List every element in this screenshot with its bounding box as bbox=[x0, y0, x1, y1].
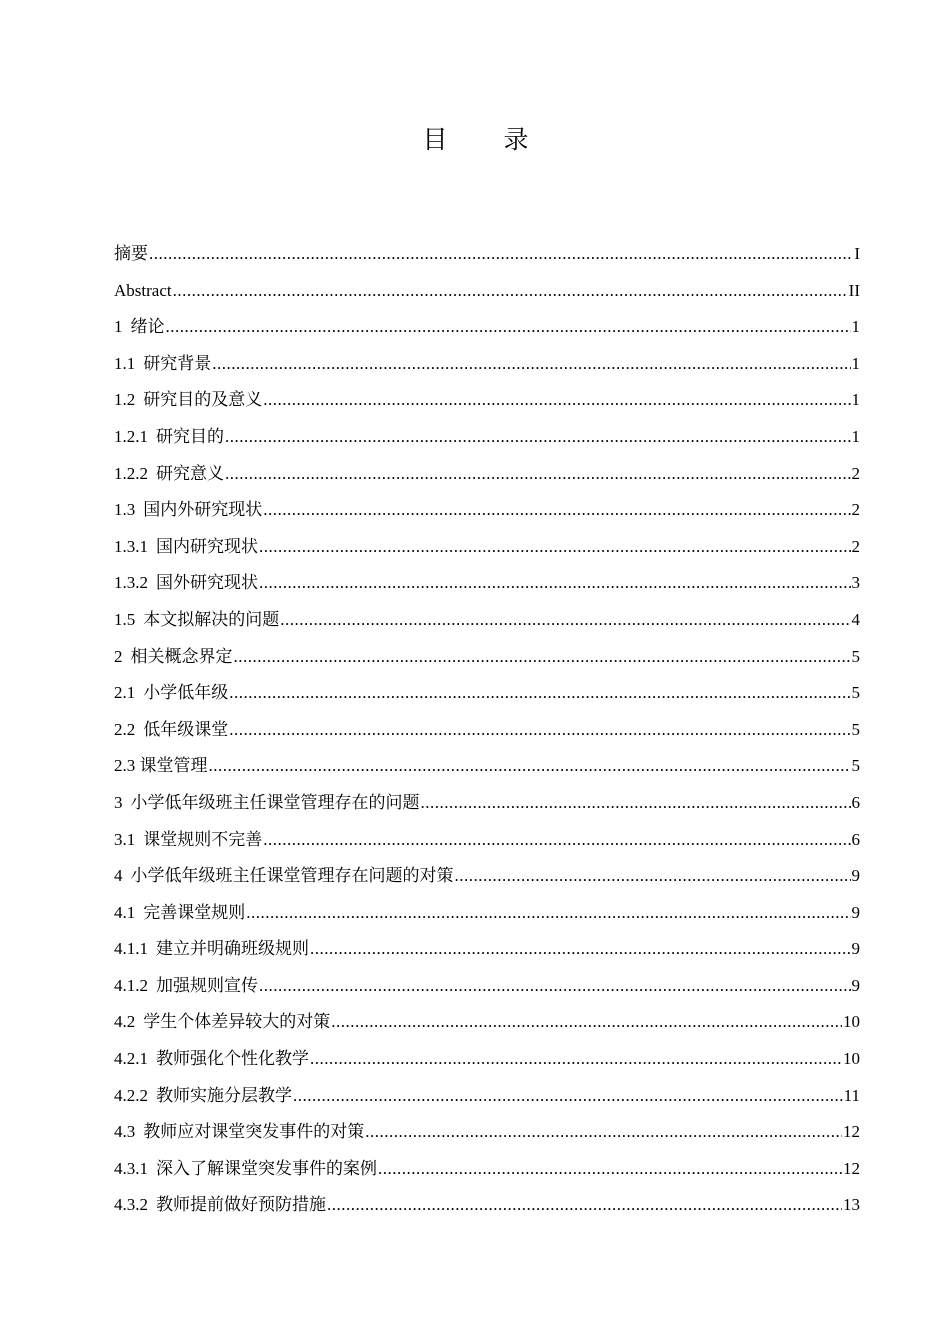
toc-dot-leader bbox=[263, 386, 850, 414]
toc-entry-number: 1.3.2 bbox=[114, 573, 148, 593]
toc-entry[interactable] bbox=[114, 752, 860, 789]
toc-entry-title: 研究背景 bbox=[143, 353, 212, 373]
toc-dot-leader bbox=[310, 935, 851, 963]
toc-dot-leader bbox=[327, 1191, 842, 1219]
toc-page-number: 2 bbox=[851, 536, 860, 556]
toc-dot-leader bbox=[259, 533, 851, 561]
toc-entry[interactable] bbox=[114, 496, 860, 533]
toc-dot-leader bbox=[421, 789, 851, 817]
toc-entry-title: 国内研究现状 bbox=[156, 536, 258, 556]
toc-entry[interactable] bbox=[114, 1082, 860, 1119]
toc-page-number: 1 bbox=[851, 317, 860, 337]
toc-entry-title: 国外研究现状 bbox=[156, 573, 258, 593]
toc-entry-label bbox=[114, 826, 262, 854]
toc-entry-title: 小学低年级班主任课堂管理存在的问题 bbox=[130, 792, 420, 812]
toc-entry-label bbox=[114, 752, 208, 780]
toc-dot-leader bbox=[263, 826, 850, 854]
toc-entry[interactable] bbox=[114, 277, 860, 314]
toc-entry-number: 1.5 bbox=[114, 609, 136, 629]
toc-entry[interactable] bbox=[114, 826, 860, 863]
toc-page-number: I bbox=[854, 244, 860, 263]
toc-page-number: 4 bbox=[851, 609, 860, 629]
toc-entry-title: 研究目的 bbox=[156, 426, 224, 446]
toc-dot-leader bbox=[225, 423, 851, 451]
toc-dot-leader bbox=[209, 752, 851, 780]
toc-entry[interactable] bbox=[114, 716, 860, 753]
toc-entry-title: 本文拟解决的问题 bbox=[143, 609, 280, 629]
toc-entry-number: 4.2.1 bbox=[114, 1049, 148, 1069]
page-title: 目 录 bbox=[422, 125, 553, 154]
toc-entry-title: 完善课堂规则 bbox=[143, 902, 246, 922]
toc-entry-number: 4.3.1 bbox=[114, 1158, 148, 1178]
toc-page-number: 9 bbox=[851, 939, 860, 959]
toc-entry[interactable] bbox=[114, 313, 860, 350]
toc-entry[interactable] bbox=[114, 1008, 860, 1045]
toc-entry-title: 低年级课堂 bbox=[143, 719, 229, 739]
toc-dot-leader bbox=[149, 240, 853, 268]
toc-entry-label bbox=[114, 899, 245, 927]
toc-dot-leader bbox=[229, 716, 850, 744]
toc-entry-number: 1 bbox=[114, 317, 123, 337]
toc-page-number: 11 bbox=[843, 1085, 860, 1105]
toc-entry[interactable] bbox=[114, 460, 860, 497]
toc-dot-leader bbox=[229, 679, 850, 707]
toc-entry-label bbox=[114, 496, 262, 524]
toc-entry-number: 4.3.2 bbox=[114, 1195, 148, 1215]
toc-entry-title: 相关概念界定 bbox=[130, 646, 233, 666]
toc-entry-label bbox=[114, 423, 224, 451]
toc-entry[interactable] bbox=[114, 1118, 860, 1155]
toc-entry-title: 小学低年级班主任课堂管理存在问题的对策 bbox=[130, 866, 454, 886]
toc-entry-label bbox=[114, 386, 262, 414]
toc-entry-number: 2.1 bbox=[114, 683, 136, 703]
toc-entry-title: 深入了解课堂突发事件的案例 bbox=[156, 1158, 377, 1178]
toc-entry-label bbox=[114, 1082, 292, 1110]
toc-page-number: 2 bbox=[851, 463, 860, 483]
toc-dot-leader bbox=[225, 460, 851, 488]
toc-entry-number: 3.1 bbox=[114, 829, 136, 849]
toc-entry-number: 1.2 bbox=[114, 390, 136, 410]
toc-page-number: 12 bbox=[843, 1122, 860, 1142]
toc-entry[interactable] bbox=[114, 386, 860, 423]
toc-dot-leader bbox=[280, 606, 850, 634]
toc-entry-title: 研究意义 bbox=[156, 463, 224, 483]
toc-entry-number: 1.2.1 bbox=[114, 426, 148, 446]
toc-entry-title: 国内外研究现状 bbox=[143, 500, 263, 520]
toc-dot-leader bbox=[234, 643, 851, 671]
toc-entry-label bbox=[114, 935, 309, 963]
toc-dot-leader bbox=[166, 313, 851, 341]
toc-entry[interactable] bbox=[114, 1045, 860, 1082]
toc-page-number: 10 bbox=[843, 1049, 860, 1069]
toc-entry-number: 4.1.2 bbox=[114, 975, 148, 995]
toc-entry-number: 4.2 bbox=[114, 1012, 136, 1032]
toc-entry-label bbox=[114, 277, 172, 305]
toc-entry-label bbox=[114, 643, 233, 671]
toc-entry-number: 2 bbox=[114, 646, 123, 666]
toc-page-number: 1 bbox=[851, 353, 860, 373]
toc-entry-number: 1.3.1 bbox=[114, 536, 148, 556]
toc-entry-label bbox=[114, 1008, 330, 1036]
toc-page-number: 9 bbox=[851, 902, 860, 922]
toc-page-number: 3 bbox=[851, 573, 860, 593]
toc-page-number: 5 bbox=[851, 719, 860, 739]
toc-entry-label bbox=[114, 1045, 309, 1073]
toc-entry[interactable] bbox=[114, 350, 860, 387]
toc-page-number: 1 bbox=[851, 426, 860, 446]
toc-entry-label bbox=[114, 606, 279, 634]
toc-entry[interactable] bbox=[114, 1191, 860, 1228]
toc-entry-title: 建立并明确班级规则 bbox=[156, 939, 309, 959]
toc-entry-label bbox=[114, 972, 258, 1000]
toc-entry[interactable] bbox=[114, 643, 860, 680]
toc-entry-number: 1.2.2 bbox=[114, 463, 148, 483]
toc-entry-title: 课堂规则不完善 bbox=[143, 829, 263, 849]
toc-entry-title: 学生个体差异较大的对策 bbox=[143, 1012, 331, 1032]
toc-dot-leader bbox=[173, 277, 848, 305]
toc-entry[interactable] bbox=[114, 862, 860, 899]
toc-entry[interactable] bbox=[114, 1155, 860, 1192]
toc-entry-number: 4.1 bbox=[114, 902, 136, 922]
toc-entry-number: 3 bbox=[114, 792, 123, 812]
toc-entry-label bbox=[114, 1155, 377, 1183]
toc-page-number: 5 bbox=[851, 683, 860, 703]
toc-page-number: 5 bbox=[851, 756, 860, 776]
toc-entry-label bbox=[114, 862, 454, 890]
toc-entry[interactable] bbox=[114, 972, 860, 1009]
toc-dot-leader bbox=[259, 569, 851, 597]
toc-entry-label bbox=[114, 716, 228, 744]
toc-page-number: 6 bbox=[851, 829, 860, 849]
toc-dot-leader bbox=[331, 1008, 842, 1036]
toc-entry-number: 1.1 bbox=[114, 353, 136, 373]
toc-entry[interactable] bbox=[114, 789, 860, 826]
toc-entry[interactable] bbox=[114, 606, 860, 643]
toc-entry-title: 摘要 bbox=[114, 244, 148, 263]
toc-entry-title: 2.3 课堂管理 bbox=[114, 756, 208, 776]
toc-entry-title: 加强规则宣传 bbox=[156, 975, 258, 995]
toc-entry-title: Abstract bbox=[114, 280, 172, 300]
toc-entry[interactable] bbox=[114, 679, 860, 716]
toc-entry-label bbox=[114, 533, 258, 561]
toc-dot-leader bbox=[293, 1082, 843, 1110]
toc-entry-title: 小学低年级 bbox=[143, 683, 229, 703]
toc-dot-leader bbox=[365, 1118, 842, 1146]
toc-entry-number: 4.1.1 bbox=[114, 939, 148, 959]
toc-entry-title: 教师提前做好预防措施 bbox=[156, 1195, 326, 1215]
toc-dot-leader bbox=[263, 496, 850, 524]
toc-entry[interactable] bbox=[114, 569, 860, 606]
toc-entry-label bbox=[114, 1191, 326, 1219]
toc-entry-number: 4.2.2 bbox=[114, 1085, 148, 1105]
toc-entry-label bbox=[114, 460, 224, 488]
toc-entry-number: 4.3 bbox=[114, 1122, 136, 1142]
toc-entry-number: 2.2 bbox=[114, 719, 136, 739]
toc-page-number: 6 bbox=[851, 792, 860, 812]
toc-page-number: 1 bbox=[851, 390, 860, 410]
toc-entry-label bbox=[114, 240, 148, 268]
toc-entry-number: 4 bbox=[114, 866, 123, 886]
toc-entry-number: 1.3 bbox=[114, 500, 136, 520]
toc-entry[interactable] bbox=[114, 533, 860, 570]
toc-entry-label bbox=[114, 679, 228, 707]
toc-entry[interactable] bbox=[114, 240, 860, 277]
toc-entry[interactable] bbox=[114, 899, 860, 936]
toc-page-number: 10 bbox=[843, 1012, 860, 1032]
toc-page-number: 5 bbox=[851, 646, 860, 666]
toc-dot-leader bbox=[455, 862, 851, 890]
toc-dot-leader bbox=[310, 1045, 842, 1073]
toc-entry-label bbox=[114, 350, 211, 378]
toc-entry[interactable] bbox=[114, 935, 860, 972]
toc-entry-label bbox=[114, 1118, 364, 1146]
toc-page-number: 13 bbox=[843, 1195, 860, 1215]
toc-dot-leader bbox=[378, 1155, 842, 1183]
toc-page-number: 9 bbox=[851, 975, 860, 995]
toc-entry-label bbox=[114, 313, 165, 341]
toc-entry-title: 绪论 bbox=[130, 317, 165, 337]
toc-entry-title: 教师强化个性化教学 bbox=[156, 1049, 309, 1069]
toc-entry[interactable] bbox=[114, 423, 860, 460]
toc-dot-leader bbox=[259, 972, 851, 1000]
toc-page-number: 9 bbox=[851, 866, 860, 886]
toc-page-number: 12 bbox=[843, 1158, 860, 1178]
toc-entry-title: 教师应对课堂突发事件的对策 bbox=[143, 1122, 365, 1142]
toc-dot-leader bbox=[246, 899, 850, 927]
table-of-contents bbox=[114, 240, 860, 1228]
toc-page-number: II bbox=[848, 280, 860, 300]
toc-entry-title: 教师实施分层教学 bbox=[156, 1085, 292, 1105]
toc-dot-leader bbox=[212, 350, 850, 378]
toc-page-number: 2 bbox=[851, 500, 860, 520]
toc-entry-label bbox=[114, 789, 420, 817]
toc-entry-title: 研究目的及意义 bbox=[143, 390, 263, 410]
toc-entry-label bbox=[114, 569, 258, 597]
